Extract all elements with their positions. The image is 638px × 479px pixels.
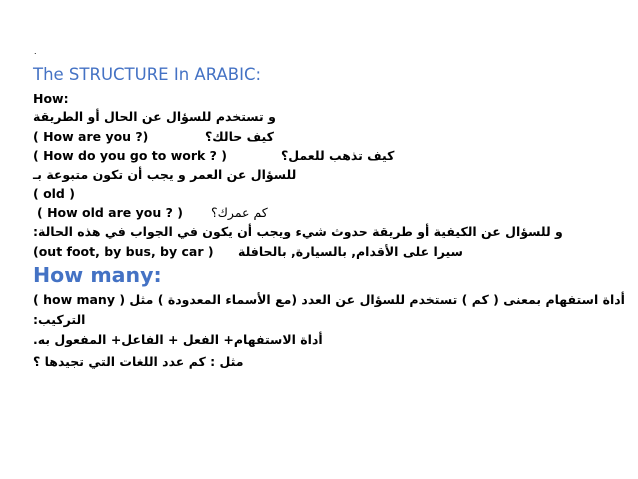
example-3-arabic: كم عمرك؟ [211,205,268,220]
manner-note: و للسؤال عن الكيفية أو طريقة حدوث شيء ويجب أن يكون في الجواب في هذه الحالة: [33,224,563,239]
example-row-5 [33,352,605,371]
example-row-3 [33,203,605,222]
age-note-row [33,165,605,184]
how-definition-row [33,107,605,126]
age-note: للسؤال عن العمر و يجب أن تكون متبوعة بـ [33,167,297,182]
how-definition: و تستخدم للسؤال عن الحال أو الطريقة [33,109,276,124]
how-many-definition: أداة استفهام بمعنى ( كم ) تستخدم للسؤال عن العدد (مع الأسماء المعدودة ) مثل ( how many ) [33,292,625,307]
example-2-english: ( How do you go to work ? ) [33,148,227,163]
old-label: ( old ) [33,186,75,201]
how-label: How: [33,91,69,106]
dot-mark: . [34,46,37,56]
example-line: مثل : كم عدد اللغات التي تجيدها ؟ [33,354,244,369]
example-4-english: (out foot, by bus, by car ) [33,244,214,259]
structure-label: التركيب: [33,312,86,327]
how-row [33,89,605,108]
old-row [33,184,605,203]
slide-title: The STRUCTURE In ARABIC: [33,65,262,84]
structure-formula-row [33,330,605,349]
structure-label-row [33,310,605,329]
example-1-english: ( How are you ?) [33,129,149,144]
example-3-english: ( How old are you ? ) [37,205,183,220]
structure-formula: أداة الاستفهام+ الفعل + الفاعل+ المفعول به. [33,332,323,347]
how-many-definition-row [33,290,625,309]
manner-note-row [33,222,605,241]
example-row-4 [33,242,605,261]
example-2-arabic: كيف تذهب للعمل؟ [281,148,395,163]
example-row-2 [33,146,605,165]
example-row-1 [33,127,605,146]
example-4-arabic: سيرا على الأقدام, بالسيارة, بالحافلة [238,244,463,259]
how-many-heading: How many: [33,263,162,287]
example-1-arabic: كيف حالك؟ [205,129,274,144]
